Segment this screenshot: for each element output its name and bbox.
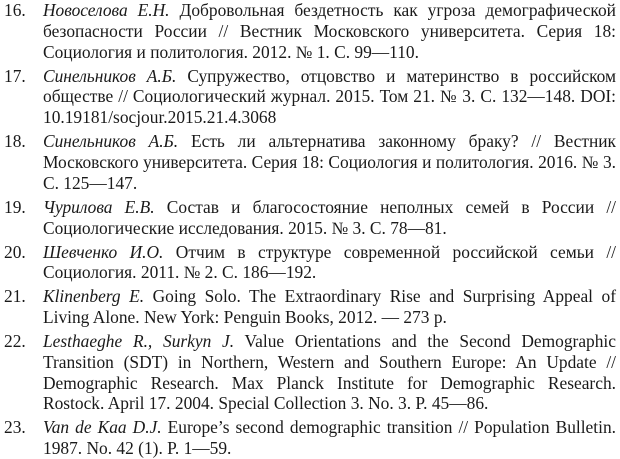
reference-text: Отчим в структуре современной российской семьи // Социология. 2011. № 2. С. 186—192.: [43, 241, 616, 283]
reference-text: Europe’s second demographic transition // Population Bulletin. 1987. No. 42 (1). P. 1—59.: [43, 417, 616, 459]
reference-text: Состав и благосостояние неполных семей в России // Социологические исследования. 2015. № 3. С. 78—81.: [43, 196, 616, 238]
reference-author: Van de Kaa D.J.: [43, 417, 162, 438]
reference-item: [0, 0, 620, 62]
reference-author: Шевченко И.О.: [43, 241, 164, 262]
reference-text: Супружество, отцовство и материнство в российском обществе // Социологический журнал. 2015. Том 21. № 3. С. 132—148. DOI: 10.19181/socjour.2015.21.4.3068: [43, 65, 617, 128]
reference-number: 23.: [4, 417, 26, 438]
reference-item: [0, 197, 620, 239]
reference-item: [0, 417, 620, 459]
reference-item: [0, 131, 620, 193]
reference-item: [0, 331, 620, 414]
reference-author: Lesthaeghe R., Surkyn J.: [43, 331, 235, 352]
reference-number: 17.: [4, 65, 26, 86]
reference-number: 22.: [4, 331, 26, 352]
reference-item: [0, 242, 620, 284]
reference-number: 16.: [4, 0, 26, 20]
reference-text: Добровольная бездетность как угроза демографической безопасности России // Вестник Московского университета. Серия 18: Социология и политология. 2012. № 1. С. 99—110.: [43, 0, 616, 62]
reference-number: 19.: [4, 196, 26, 217]
reference-item: [0, 66, 620, 128]
reference-number: 18.: [4, 131, 26, 152]
reference-author: Синельников А.Б.: [43, 65, 177, 86]
reference-author: Новоселова Е.Н.: [43, 0, 170, 20]
reference-text: Value Orientations and the Second Demographic Transition (SDT) in Northern, Western and Southern Europe: An Update // Demographic Research. Max Planck Institute for Demographic Research. Rostock. April 17. 2004. Special Collection 3. No. 3. P. 45—86.: [43, 331, 616, 414]
reference-author: Klinenberg E.: [43, 286, 145, 307]
reference-number: 21.: [4, 286, 26, 307]
reference-text: Есть ли альтернатива законному браку? // Вестник Московского университета. Серия 18: Социология и политология. 2016. № 3. С. 125—147.: [43, 131, 617, 193]
reference-author: Синельников А.Б.: [43, 131, 179, 152]
reference-text: Going Solo. The Extraordinary Rise and Surprising Appeal of Living Alone. New York: Penguin Books, 2012. — 273 p.: [43, 286, 616, 328]
reference-number: 20.: [4, 241, 26, 262]
reference-author: Чурилова Е.В.: [43, 196, 155, 217]
reference-item: [0, 286, 620, 328]
